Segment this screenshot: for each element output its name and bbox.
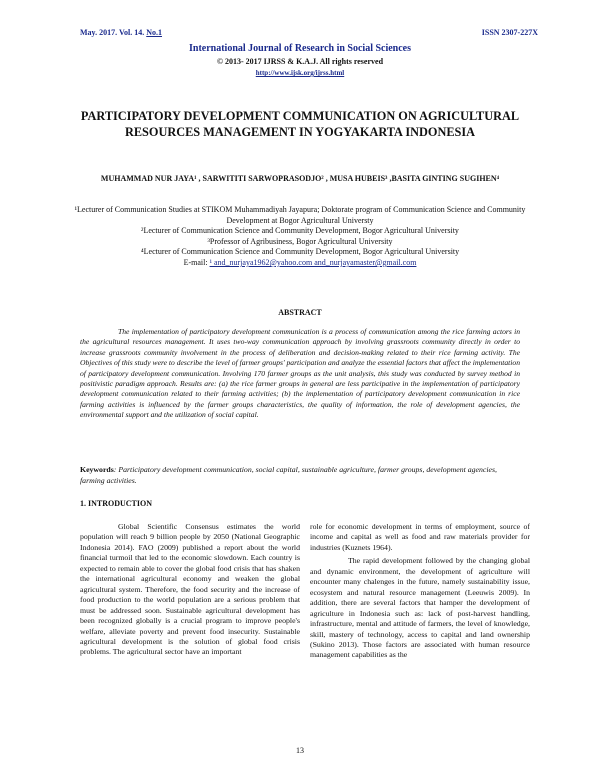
left-column [80,522,300,661]
paragraph: role for economic development in terms of employment, source of income and capital as well as food and raw materials provider for industries (Kuznets 1964). [310,522,530,552]
affiliation-4: ⁴Lecturer of Communication Science and Community Development, Bogor Agricultural University [140,247,460,257]
affiliation-2: ²Lecturer of Communication Science and Community Development, Bogor Agricultural University [141,226,459,236]
abstract-heading: ABSTRACT [278,308,322,317]
copyright: © 2013- 2017 IJRSS & K.A.J. All rights reserved [216,57,384,66]
keywords-list: : Participatory development communication, social capital, sustainable agriculture, farmer groups, development agencies, farming activities. [80,465,497,485]
paper-title: PARTICIPATORY DEVELOPMENT COMMUNICATION ON AGRICULTURAL RESOURCES MANAGEMENT IN YOGYAKARTA INDONESIA [80,109,520,139]
email-label: E-mail: [183,257,210,267]
issn: ISSN 2307-227X [481,28,538,37]
issue-info [80,28,162,37]
email-links[interactable]: ¹ and_nurjaya1962@yahoo.com and_nurjayamaster@gmail.com [209,257,417,267]
affiliation-1: ¹Lecturer of Communication Studies at STIKOM Muhammadiyah Jayapura; Doktorate program of Communication Science and Community Development at Bogor Agricultural Universty [74,205,526,225]
journal-title: International Journal of Research in Social Sciences [188,43,412,54]
right-column [310,522,530,664]
keywords-label: Keywords [80,465,114,474]
abstract-text: The implementation of participatory development communication is a process of communication among the rice farming actors in the agricultural resources management. It uses two-way communication approach by involving grassroots community directly in order to increase grassroots community involvement in the process of deliberation and decision-making related to their rice farming activity. The Objectives of this study were to describe the level of farmer groups' participation and analyze the essential factors that affect the implementation of participatory development communication. Involving 170 farmer groups as the unit analysis, this study was conducted by survey method in positivistic paradigm approach. Results are: (a) the rice farmer groups in general are less participative in the implementation of participatory development communication related to their farming activities; (b) the implementation of participatory development communication in rice farming activities is influenced by the farmer groups characteristics, the quality of information, the role of development agencies, the environmental support and the utilization of social capital. [80,327,520,420]
keywords [80,465,520,486]
paragraph: The rapid development followed by the changing global and dynamic environment, the development of agriculture will encounter many chalenges in the future, namely sustainability issue, ecosystem and natural resource management (Leeuwis 2009). In addition, there are several factors that hamper the development of agriculture in Indonesia such as: lack of post-harvest handling, infrastructure, mental and attitude of farmers, the level of knowledge, skill, mastery of technology, access to capital and land ownership (Sukino 2013). Those factors are associated with human resource management capabilities as the [310,556,530,660]
issue-number-link[interactable]: No.1 [146,28,163,37]
affiliations [70,205,530,269]
paragraph: Global Scientific Consensus estimates the world population will reach 9 billion people by 2050 (National Geographic Indonesia 2014). FAO (2009) published a report about the world financial turmoil that led to the economic slowdown. Each country is expected to remain able to cover the global food crisis that has shaken the international agricultural economy and weaken the global agricultural system. Therefore, the food security and the increase of food production to the world population are a serious problem that must be addressed soon. Sustainable agricultural development has been recognized globally is a crucial program to improve people's welfare, alleviate poverty and prevent food insecurity. Sustainable agricultural development is the solution of global food crisis problems. The agricultural sector have an important [80,522,300,657]
affiliation-3: ³Professor of Agribusiness, Bogor Agricultural University [207,236,393,246]
issue-text: May. 2017. Vol. 14. [80,28,145,37]
author-list: MUHAMMAD NUR JAYA¹ , SARWITITI SARWOPRASODJO² , MUSA HUBEIS³ ,BASITA GINTING SUGIHEN⁴ [100,174,500,183]
email-line [70,258,530,269]
section-heading: 1. INTRODUCTION [80,499,153,508]
page-number: 13 [296,746,304,755]
journal-url-link[interactable]: http://www.ijsk.org/ijrss.html [255,69,345,77]
